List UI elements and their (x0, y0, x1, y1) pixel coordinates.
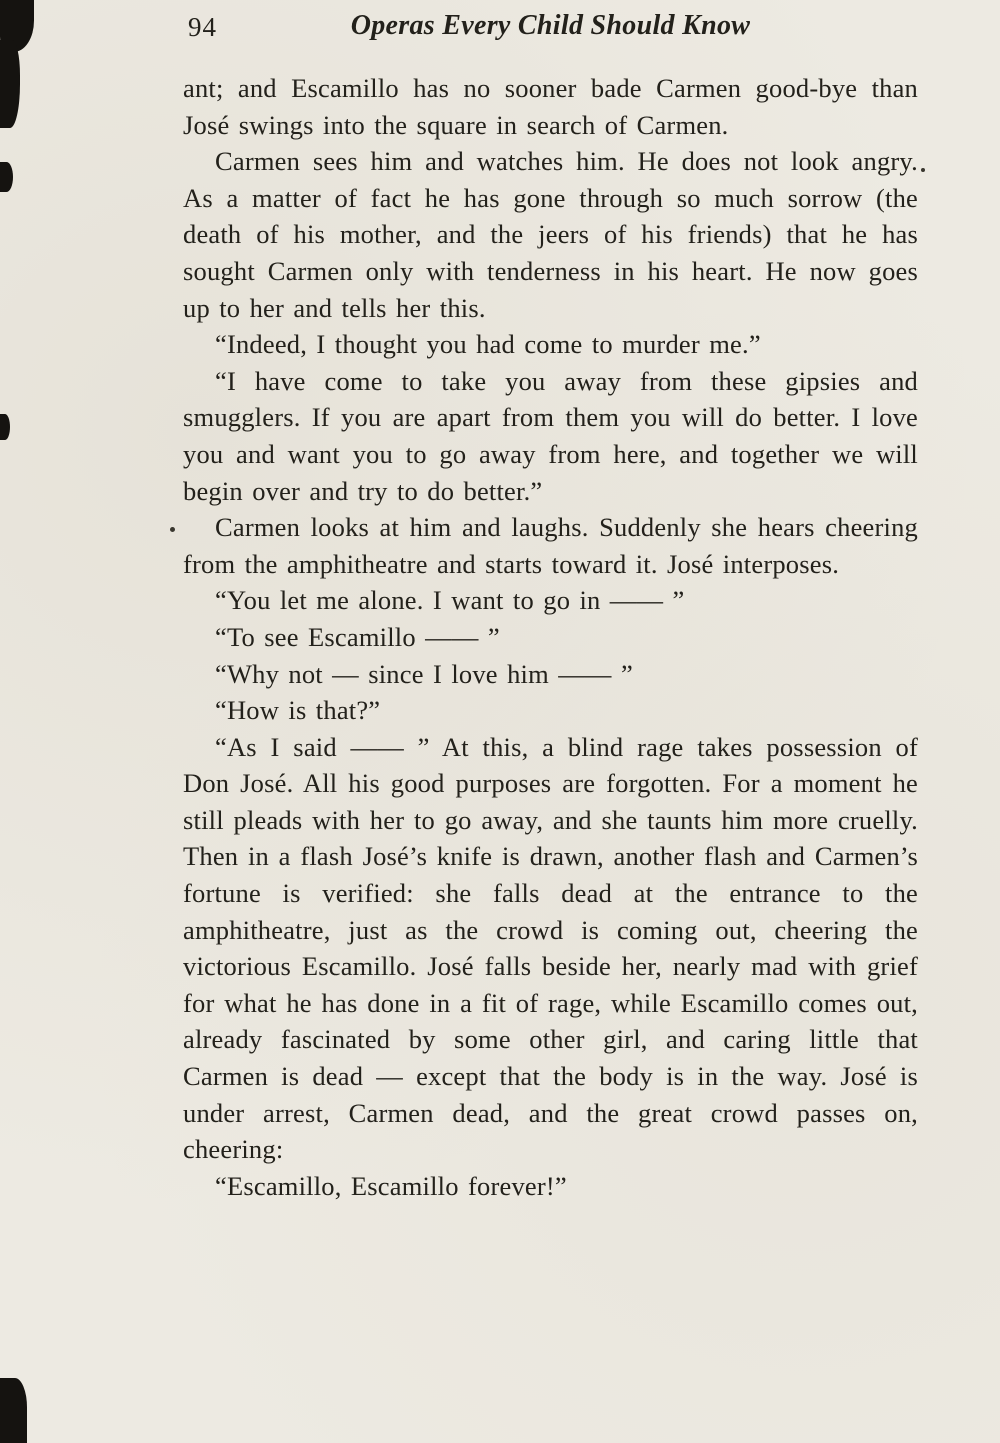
paragraph: “How is that?” (215, 695, 381, 726)
paragraph: “Indeed, I thought you had come to murder me.” (215, 329, 761, 360)
scan-artifact (0, 414, 10, 440)
paragraph: “You let me alone. I want to go in —— ” (215, 585, 685, 616)
scan-speck (170, 527, 175, 532)
paragraph: Carmen looks at him and laughs. Suddenly she hears cheering from the amphitheatre and starts toward it. José interposes. (183, 512, 918, 579)
running-header-title: Operas Every Child Should Know (350, 10, 751, 41)
paragraph: “As I said —— ” At this, a blind rage takes possession of Don José. All his good purposes are forgotten. For a moment he still pleads with her to go away, and she taunts him more cruelly. Then in a flash José’s knife is drawn, another flash and Carmen’s fortune is verified: she falls dead at the entrance to the amphitheatre, just as the crowd is coming out, cheering the victorious Escamillo. José falls beside her, nearly mad with grief for what he has done in a fit of rage, while Escamillo comes out, already fascinated by some other girl, and caring little that Carmen is dead — except that the body is in the way. José is under arrest, Carmen dead, and the great crowd passes on, cheering: (183, 731, 918, 1165)
body-text (183, 70, 918, 1204)
page-number: 94 (188, 12, 217, 42)
scan-artifact (0, 162, 13, 192)
paragraph: “To see Escamillo —— ” (215, 621, 500, 652)
scan-artifact (0, 40, 20, 128)
paragraph: “I have come to take you away from these gipsies and smugglers. If you are apart from them you will do better. I love you and want you to go away from here, and together we will begin over and try to do better.” (183, 365, 918, 506)
scan-artifact (0, 1378, 27, 1443)
paragraph: ant; and Escamillo has no sooner bade Carmen good-bye than José swings into the square in search of Carmen. (183, 73, 918, 140)
paragraph: “Why not — since I love him —— ” (215, 658, 633, 689)
scan-speck (921, 168, 925, 172)
paragraph: “Escamillo, Escamillo forever!” (215, 1170, 567, 1201)
paragraph: Carmen sees him and watches him. He does not look angry. As a matter of fact he has gone through so much sorrow (the death of his mother, and the jeers of his friends) that he has sought Carmen only with tenderness in his heart. He now goes up to her and tells her this. (183, 146, 918, 323)
running-header (183, 10, 918, 50)
